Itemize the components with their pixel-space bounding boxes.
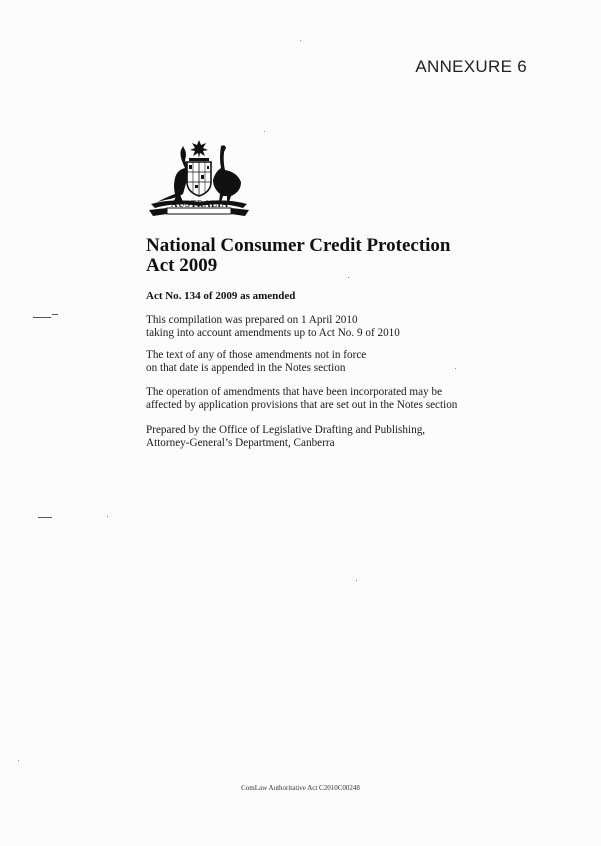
crest-australia-label: AUSTRALIA bbox=[171, 199, 229, 209]
compilation-line-2: taking into account amendments up to Act No. 9 of 2010 bbox=[146, 327, 400, 339]
compilation-line-1: This compilation was prepared on 1 April 2010 bbox=[146, 314, 358, 326]
scan-speck bbox=[348, 277, 349, 278]
text-line-1: The text of any of those amendments not in force bbox=[146, 349, 367, 361]
operation-line-1: The operation of amendments that have been incorporated may be bbox=[146, 386, 443, 398]
prepared-line-1: Prepared by the Office of Legislative Drafting and Publishing, bbox=[146, 424, 426, 436]
prepared-by-paragraph bbox=[146, 424, 486, 450]
operation-line-2: affected by application provisions that are set out in the Notes section bbox=[146, 399, 458, 411]
scan-speck bbox=[356, 580, 357, 581]
text-line-2: on that date is appended in the Notes section bbox=[146, 362, 346, 374]
scan-speck bbox=[264, 131, 265, 132]
title-line-2: Act 2009 bbox=[146, 255, 218, 276]
scan-speck bbox=[300, 40, 301, 41]
amendments-text-paragraph bbox=[146, 349, 486, 375]
scan-speck bbox=[455, 368, 456, 369]
title-line-1: National Consumer Credit Protection bbox=[146, 235, 451, 256]
scan-mark bbox=[33, 317, 51, 318]
footer-citation: ComLaw Authoritative Act C2010C00248 bbox=[241, 784, 360, 792]
annexure-label: ANNEXURE 6 bbox=[415, 57, 527, 76]
scan-speck bbox=[107, 516, 108, 517]
scan-mark bbox=[38, 517, 52, 518]
scan-mark bbox=[52, 314, 58, 315]
act-number: Act No. 134 of 2009 as amended bbox=[146, 290, 296, 302]
compilation-paragraph bbox=[146, 314, 486, 340]
document-title bbox=[146, 236, 506, 276]
operation-paragraph bbox=[146, 386, 486, 412]
scan-speck bbox=[18, 760, 19, 761]
prepared-line-2: Attorney-General’s Department, Canberra bbox=[146, 437, 335, 449]
